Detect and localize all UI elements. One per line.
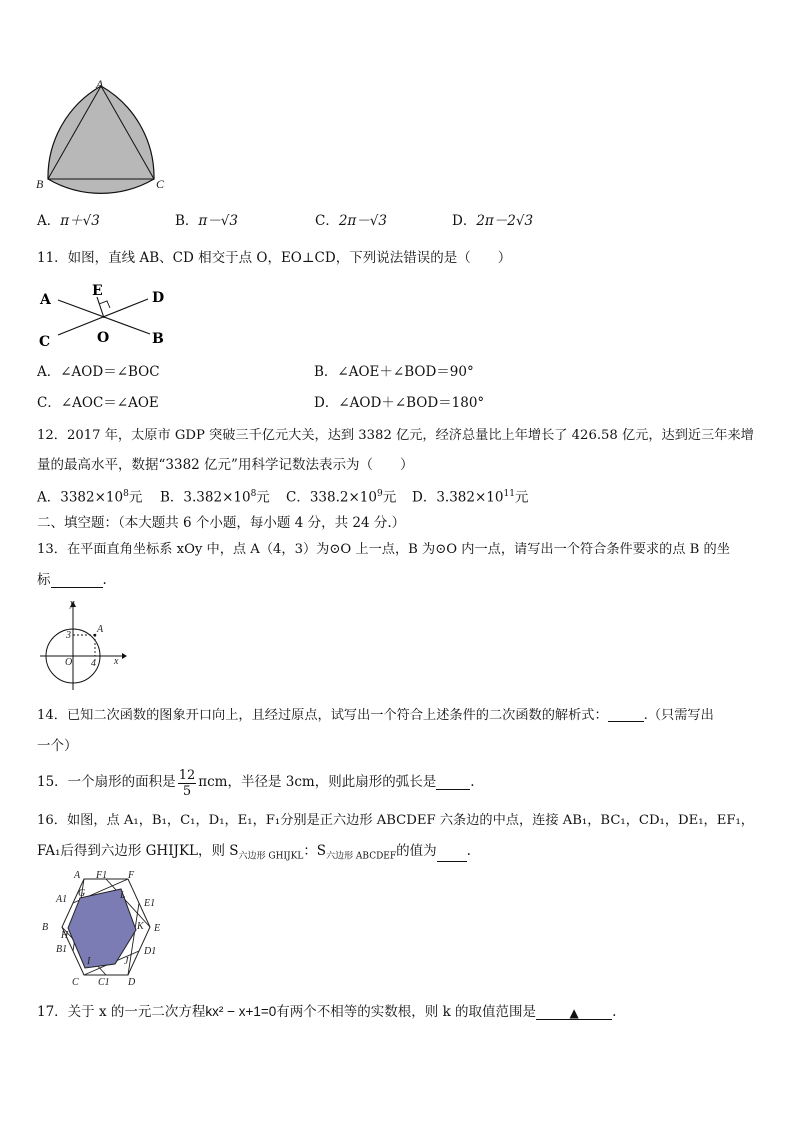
q17-answer-blank[interactable] [536,1007,612,1020]
q15-fraction: $\frac{12}{5}$ [178,767,196,799]
q11-option-c: C．∠AOC＝∠AOE [37,395,159,411]
label-b: B [42,922,49,933]
q10-option-b: B．π－√3 [175,213,238,229]
q16-answer-blank[interactable] [437,849,467,862]
q15-line: 15．一个扇形的面积是 $\frac{12}{5}$ πcm，半径是 3cm，则此扇形的弧长是 . [37,767,475,799]
label-o: O [65,657,73,668]
label-o: O [97,330,110,346]
label-a: A [97,624,104,635]
q13-line1: 13．在平面直角坐标系 xOy 中，点 A（4，3）为⊙O 上一点，B 为⊙O 内一点，请写出一个符合条件要求的点 B 的坐 [37,542,730,557]
label-e: E [154,923,161,934]
label-b1: B1 [56,944,68,955]
label-d: D [152,290,165,306]
q16-line1: 16．如图，点 A₁，B₁，C₁，D₁，E₁，F₁分别是正六边形 ABCDEF 六条边的中点，连接 AB₁，BC₁，CD₁，DE₁，EF₁， [37,813,754,828]
label-b: B [152,331,164,347]
q11-option-b: B．∠AOE＋∠BOD＝90° [314,364,474,380]
q13-answer-blank[interactable] [51,575,103,588]
label-4: 4 [91,658,96,669]
label-a: A [96,77,104,91]
label-c: C [39,334,51,348]
label-f: F [128,870,135,881]
label-k: K [137,921,144,932]
q14-line2: 一个） [37,738,78,754]
q10-option-c: C．2π－√3 [315,213,387,229]
circle-coordinate-figure [38,600,128,692]
q15-answer-blank[interactable] [436,777,470,790]
q11-option-d: D．∠AOD＋∠BOD＝180° [314,395,485,411]
reuleaux-triangle-figure [30,76,180,196]
label-c: C [156,177,165,191]
q11-option-a: A．∠AOD＝∠BOC [37,364,160,380]
label-a: A [74,870,81,881]
q13-line2: 标 . [37,572,107,588]
label-b: B [36,177,44,191]
label-f1: F1 [96,870,108,881]
q12-option-d: D．$3.382\times 10^{11}$元 [412,489,529,506]
q14-line1: 14．已知二次函数的图象开口向上，且经过原点，试写出一个符合上述条件的二次函数的解析式： .（只需写出 [37,708,714,723]
label-3: 3 [66,630,71,641]
triangle-marker-icon: ▲ [569,1005,579,1020]
q12-line2: 量的最高水平，数据“3382 亿元”用科学记数法表示为（ ） [37,457,414,473]
q12-option-b: B．$3.382\times 10^8$元 [160,489,270,506]
label-d1: D1 [144,946,157,957]
q11-stem: 11．如图，直线 AB、CD 相交于点 O，EO⊥CD，下列说法错误的是（ ） [37,250,512,266]
label-c1: C1 [98,977,110,988]
label-g: G [78,888,86,899]
label-i: I [87,956,91,967]
label-c: C [72,977,79,988]
q14-answer-blank[interactable] [608,709,644,722]
label-y: y [70,600,75,609]
q10-option-a: A．π＋√3 [37,213,100,229]
q17-line: 17．关于 x 的一元二次方程kx² − x+1=0有两个不相等的实数根，则 k 的取值范围是 ▲ . [37,1004,617,1020]
label-d: D [128,977,136,988]
q10-option-d: D．2π－2√3 [452,213,534,229]
q12-option-c: C．$338.2\times 10^9$元 [286,489,397,506]
label-l: L [120,890,126,901]
label-a: A [40,292,51,308]
label-j: J [124,956,129,967]
section-heading-fill-in: 二、填空题：（本大题共 6 个小题，每小题 4 分，共 24 分.） [37,515,406,531]
q12-line1: 12．2017 年，太原市 GDP 突破三千亿元大关，达到 3382 亿元，经济总量比上年增长了 426.58 亿元，达到近三年来增 [37,428,754,443]
q12-option-a: A．$3382\times 10^8$元 [37,489,143,506]
hexagon-figure [36,868,170,990]
q16-line2: FA₁后得到六边形 GHIJKL，则 $S_{六边形 GHIJKL}$：$S_{六边形 ABCDEF}$的值为 . [37,843,471,862]
label-a1: A1 [56,894,68,905]
intersecting-lines-figure [36,282,176,348]
reuleaux-shape [48,86,154,193]
label-e1: E1 [144,898,156,909]
label-e: E [92,283,103,299]
label-x: x [114,656,119,667]
label-h: H [61,930,69,941]
